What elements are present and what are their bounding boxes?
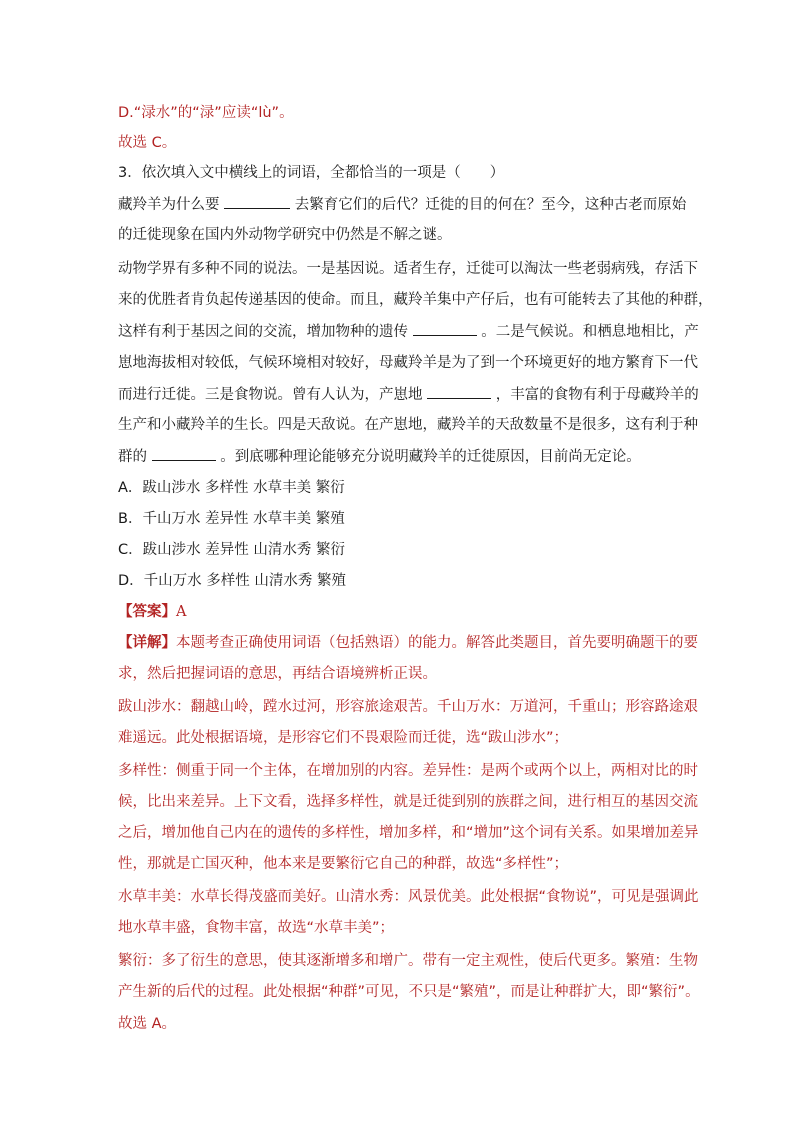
explanation-text: 本题考查正确使用词语（包括熟语）的能力。解答此类题目，首先要明确题干的要 [176,635,698,651]
fill-blank-3 [427,384,491,399]
fill-blank-4 [152,446,216,461]
explanation-line: 之后，增加他自己内在的遗传的多样性，增加多样，和“增加”这个词有关系。如果增加差异 [118,825,699,841]
explanation-line [118,633,698,653]
passage-text: 藏羚羊为什么要 [118,197,220,213]
explanation-line: 多样性：侧重于同一个主体，在增加别的内容。差异性：是两个或两个以上，两相对比的时 [118,763,698,779]
explanation-line: 求，然后把握词语的意思，再结合语境辨析正误。 [118,666,437,682]
passage-line [118,321,699,342]
explanation-conclusion: 故选 A。 [118,1016,177,1032]
option-a: A．跋山涉水 多样性 水草丰美 繁衍 [118,480,345,496]
explanation-line: 性，那就是亡国灭种，他本来是要繁衍它自己的种群，故选“多样性”； [118,856,569,872]
explanation-line: 产生新的后代的过程。此处根据“种群”可见，不只是“繁殖”，而是让种群扩大，即“繁衍”。 [118,984,700,1000]
explanation-line: 水草丰美：水草长得茂盛而美好。山清水秀：风景优美。此处根据“食物说”，可见是强调此 [118,889,699,905]
passage-text: 而进行迁徙。三是食物说。曾有人认为，产崽地 [118,387,423,403]
question-stem: 3．依次填入文中横线上的词语，全都恰当的一项是（ ） [118,165,505,181]
passage-text: 。到底哪种理论能够充分说明藏羚羊的迁徙原因，目前尚无定论。 [220,449,641,465]
prev-conclusion: 故选 C。 [118,135,177,151]
option-c: C．跋山涉水 差异性 山清水秀 繁衍 [118,542,345,558]
answer-value: A [176,604,187,620]
explanation-line: 地水草丰盛，食物丰富，故选“水草丰美”； [118,920,395,936]
passage-line [118,384,699,405]
passage-line [118,194,686,215]
passage-text: ，丰富的食物有利于母藏羚羊的 [495,387,699,403]
passage-line: 来的优胜者肯负起传递基因的使命。而且，藏羚羊集中产仔后，也有可能转去了其他的种群， [118,292,713,308]
explanation-line: 难遥远。此处根据语境，是形容它们不畏艰险而迁徙，选“跋山涉水”； [118,730,569,746]
option-d: D．千山万水 多样性 山清水秀 繁殖 [118,573,346,589]
explanation-line: 候，比出来差异。上下文看，选择多样性，就是迁徙到别的族群之间，进行相互的基因交流 [118,794,698,810]
fill-blank-1 [224,194,290,209]
explanation-line: 跋山涉水：翻越山岭，蹚水过河，形容旅途艰苦。千山万水：万道河，千重山；形容路途艰 [118,699,698,715]
explanation-tag: 【详解】 [118,635,176,651]
fill-blank-2 [413,321,477,336]
explanation-line: 繁衍：多了衍生的意思，使其逐渐增多和增广。带有一定主观性，使后代更多。繁殖：生物 [118,953,698,969]
option-b: B．千山万水 差异性 水草丰美 繁殖 [118,511,345,527]
passage-line: 生产和小藏羚羊的生长。四是天敌说。在产崽地，藏羚羊的天敌数量不是很多，这有利于种 [118,417,698,433]
prev-option-d: D.“渌水”的“渌”应读“lù”。 [118,105,294,121]
passage-line: 动物学界有多种不同的说法。一是基因说。适者生存，迁徙可以淘汰一些老弱病残，存活下 [118,261,698,277]
passage-text: 。二是气候说。和栖息地相比，产 [481,324,699,340]
answer-tag: 【答案】 [118,604,176,620]
passage-line: 的迁徙现象在国内外动物学研究中仍然是不解之谜。 [118,227,452,243]
passage-text: 这样有利于基因之间的交流，增加物种的遗传 [118,324,408,340]
passage-line: 崽地海拔相对较低，气候环境相对较好，母藏羚羊是为了到一个环境更好的地方繁育下一代 [118,355,698,371]
passage-text: 去繁育它们的后代？迁徙的目的何在？至今，这种古老而原始 [294,197,687,213]
answer-line [118,602,186,622]
passage-text: 群的 [118,449,147,465]
passage-line [118,446,641,467]
